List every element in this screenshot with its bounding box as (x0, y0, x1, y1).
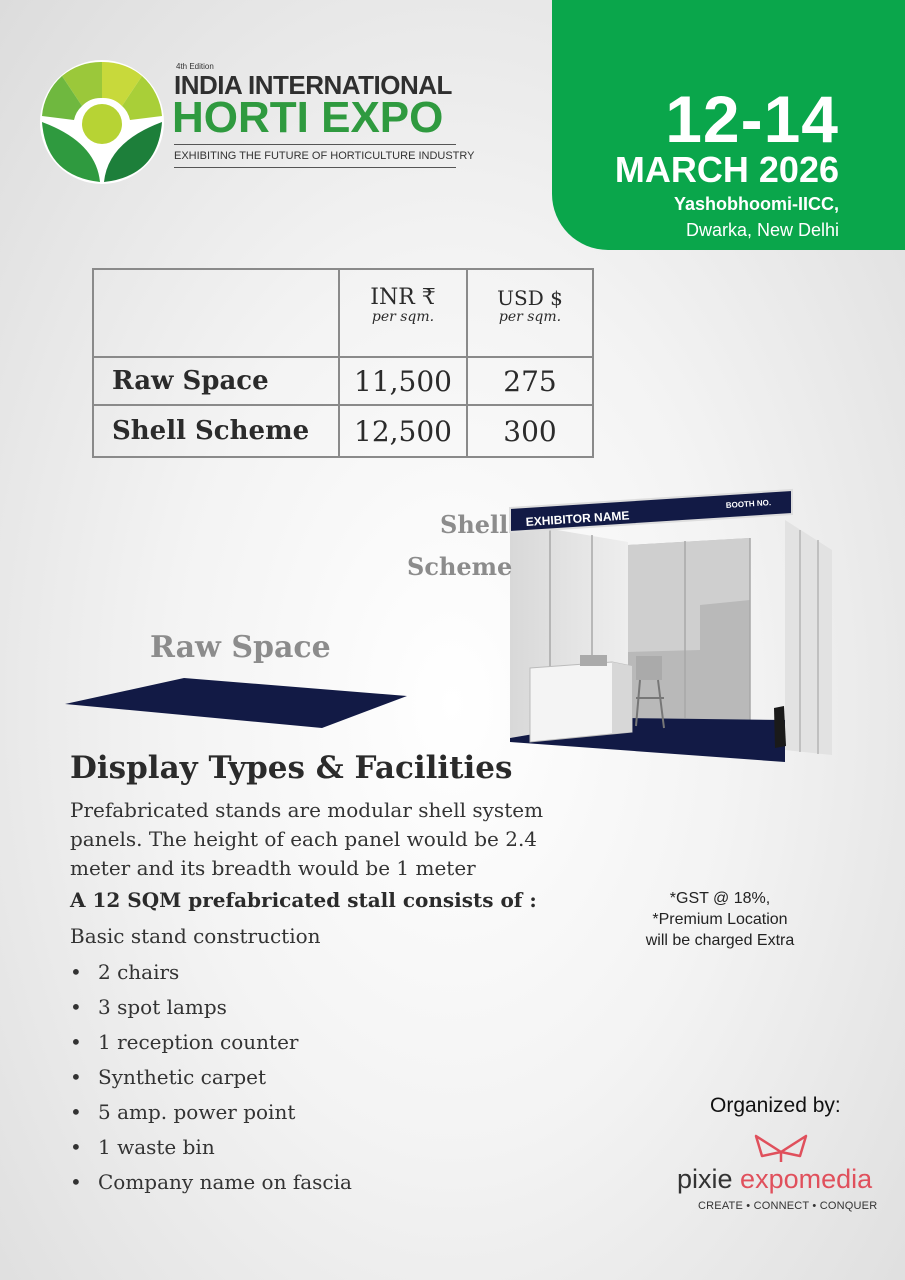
expo-name-line2: HORTI EXPO (172, 93, 444, 142)
list-item-text: 1 waste bin (98, 1135, 215, 1159)
inr-unit-label: per sqm. (371, 309, 435, 325)
table-row (93, 405, 593, 457)
edition-label: 4th Edition (176, 62, 214, 71)
usd-column-header (467, 269, 593, 357)
price-table (92, 268, 594, 458)
list-item-text: Synthetic carpet (98, 1065, 266, 1089)
bullet-icon: • (70, 960, 82, 984)
scheme-label: Scheme (407, 552, 513, 581)
organized-by-label: Organized by: (710, 1094, 841, 1117)
list-item (70, 1166, 352, 1201)
event-month-year: MARCH 2026 (614, 149, 839, 190)
extra-charge-note-line: will be charged Extra (645, 932, 795, 949)
event-venue: Yashobhoomi-IICC, (673, 194, 839, 214)
facilities-basic-construction: Basic stand construction (70, 924, 321, 948)
expo-name-line1: INDIA INTERNATIONAL (174, 70, 452, 100)
usd-unit-label: per sqm. (498, 309, 562, 325)
row-label-shell-scheme: Shell Scheme (93, 405, 339, 457)
event-date-panel (552, 0, 905, 250)
organizer-tagline: CREATE • CONNECT • CONQUER (698, 1200, 878, 1212)
butterfly-icon (752, 1132, 810, 1164)
raw-space-inr-price: 11,500 (339, 357, 467, 405)
bullet-icon: • (70, 1170, 82, 1194)
expo-tagline: EXHIBITING THE FUTURE OF HORTICULTURE INDUSTRY (174, 150, 475, 162)
bullet-icon: • (70, 1030, 82, 1054)
usd-currency-label: USD $ (497, 286, 563, 310)
organizer-name-part2: expomedia (740, 1164, 873, 1194)
facilities-title: Display Types & Facilities (70, 750, 513, 786)
event-days: 12-14 (665, 82, 839, 156)
bullet-icon: • (70, 1135, 82, 1159)
list-item-text: 2 chairs (98, 960, 180, 984)
divider (174, 167, 456, 168)
facilities-description: Prefabricated stands are modular shell system panels. The height of each panel would be 2.4 meter and its breadth would be 1 meter (70, 798, 544, 880)
shell-scheme-inr-price: 12,500 (339, 405, 467, 457)
shell-scheme-usd-price: 300 (467, 405, 593, 457)
row-label-raw-space: Raw Space (93, 357, 339, 405)
list-item-text: 3 spot lamps (98, 995, 227, 1019)
fascia-exhibitor-name: EXHIBITOR NAME (525, 508, 630, 529)
inr-currency-label: INR ₹ (370, 285, 436, 310)
fascia-booth-number: BOOTH NO. (725, 498, 772, 510)
bullet-icon: • (70, 1100, 82, 1124)
facilities-list (70, 956, 352, 1201)
table-row (93, 357, 593, 405)
table-corner-cell (93, 269, 339, 357)
list-item (70, 1131, 352, 1166)
raw-space-usd-price: 275 (467, 357, 593, 405)
bullet-icon: • (70, 1065, 82, 1089)
event-city: Dwarka, New Delhi (685, 220, 839, 240)
list-item-text: Company name on fascia (98, 1170, 352, 1194)
list-item (70, 1061, 352, 1096)
divider (174, 144, 456, 145)
raw-space-label: Raw Space (150, 630, 331, 665)
list-item (70, 1026, 352, 1061)
list-item-text: 5 amp. power point (98, 1100, 296, 1124)
list-item-text: 1 reception counter (98, 1030, 299, 1054)
raw-space-carpet-illustration (60, 676, 410, 736)
facilities-subtitle: A 12 SQM prefabricated stall consists of : (70, 888, 537, 912)
gst-note (620, 888, 820, 951)
list-item (70, 956, 352, 991)
gst-note-line: *GST @ 18%, (669, 890, 771, 907)
inr-column-header (339, 269, 467, 357)
list-item (70, 1096, 352, 1131)
shell-label: Shell (440, 510, 509, 539)
organizer-name-part1: pixie (677, 1164, 733, 1194)
expo-logo-icon (38, 58, 166, 186)
bullet-icon: • (70, 995, 82, 1019)
organizer-name (677, 1164, 872, 1195)
premium-note-line: *Premium Location (652, 911, 788, 928)
list-item (70, 991, 352, 1026)
